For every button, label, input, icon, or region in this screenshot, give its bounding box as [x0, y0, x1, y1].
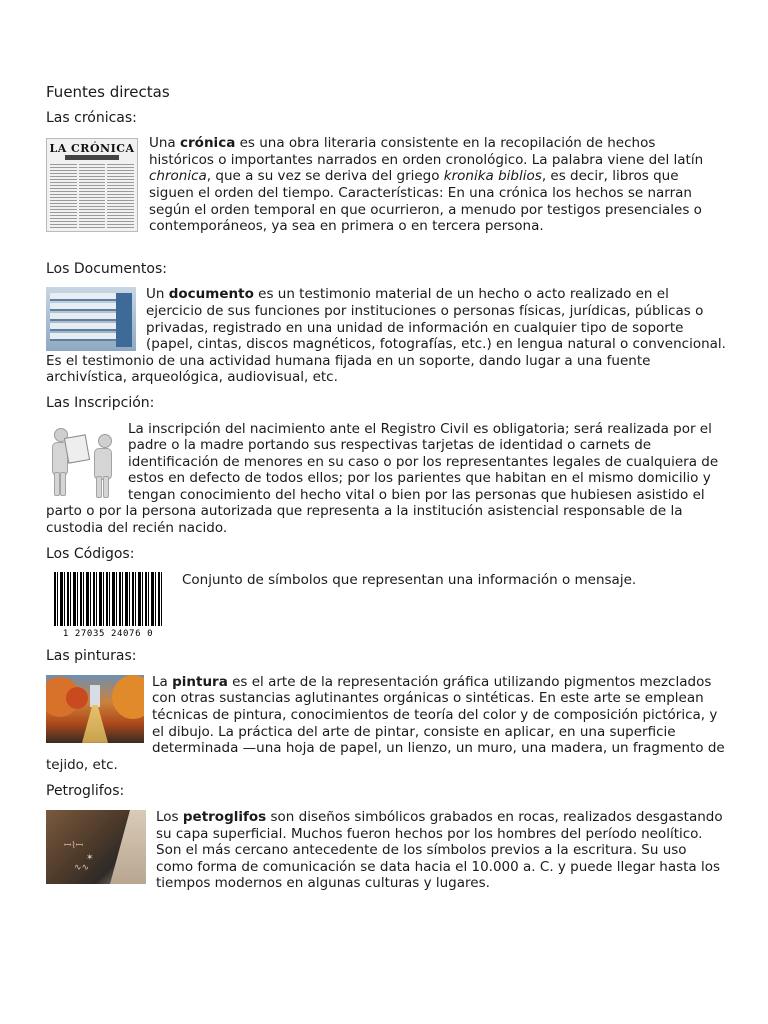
barcode-digits: 1 27035 24076 0 — [62, 629, 154, 640]
section-title-documentos: Los Documentos: — [46, 260, 167, 277]
paragraph-codigos: Conjunto de símbolos que representan una información o mensaje. — [182, 572, 637, 589]
newspaper-image — [46, 138, 138, 232]
section-documentos — [46, 286, 726, 386]
section-title-petroglifos: Petroglifos: — [46, 783, 125, 800]
section-inscripcion — [46, 421, 726, 537]
figures-image — [46, 422, 118, 498]
section-title-codigos: Los Códigos: — [46, 545, 135, 562]
paragraph-cronicas: Una crónica es una obra literaria consistente en la recopilación de hechos históricos o importantes narrados en orden cronológico. La palabra viene del latín chronica, que a su vez se deriva del griego kronika biblios, es decir, libros que siguen el orden del tiempo. Características: En una crónica los hechos se narran según el orden temporal en que ocurrieron, a menudo por testigos presenciales o contemporáneos, ya sea en primera o en tercera persona. — [149, 135, 704, 235]
page-title: Fuentes directas — [46, 83, 170, 101]
paragraph-inscripcion: La inscripción del nacimiento ante el Registro Civil es obligatoria; será realizada por el padre o la madre portando sus respectivas tarjetas de identidad o carnets de identificación de menores en su caso o por los representantes legales de cualquiera de estos en defecto de todos ellos; por los parientes que habitan en el mismo domicilio y tengan conocimiento del hecho vital o bien por las personas que hubiesen asistido el parto o por la persona autorizada que representa a la institución asistencial responsable de la custodia del recién nacido. — [46, 420, 719, 537]
section-pinturas — [46, 674, 726, 774]
petroglyph-image: ꟷ⌇ꟷ ✶ ∿∿ — [46, 810, 146, 884]
documents-image — [46, 287, 136, 351]
barcode-image — [48, 572, 168, 638]
section-title-pinturas: Las pinturas: — [46, 648, 137, 665]
section-cronicas — [46, 135, 726, 235]
section-title-inscripcion: Las Inscripción: — [46, 394, 155, 411]
paragraph-petroglifos: Los petroglifos son diseños simbólicos grabados en rocas, realizados desgastando su capa superficial. Muchos fueron hechos por los hombres del período neolítico. Son el más cercano antecedente de los símbolos previos a la escritura. Su uso como forma de comunicación se data hacia el 10.000 a. C. y puede llegar hasta los tiempos modernos en algunas culturas y lugares. — [156, 809, 723, 892]
painting-image — [46, 675, 144, 743]
section-title-cronicas: Las crónicas: — [46, 109, 137, 126]
document-page — [46, 84, 726, 892]
paragraph-pinturas: La pintura es el arte de la representación gráfica utilizando pigmentos mezclados con otras sustancias aglutinantes orgánicas o sintéticas. En este arte se emplean técnicas de pintura, conocimientos de teoría del color y de composición pictórica, y el dibujo. La práctica del arte de pintar, consiste en aplicar, en una superficie determinada —una hoja de papel, un lienzo, un muro, una madera, un fragmento de tejido, etc. — [46, 673, 725, 773]
section-petroglifos — [46, 809, 726, 892]
paragraph-documentos: Un documento es un testimonio material de un hecho o acto realizado en el ejercicio de sus funciones por instituciones o personas físicas, jurídicas, públicas o privadas, registrado en una unidad de información en cualquier tipo de soporte (papel, cintas, discos magnéticos, fotografías, etc.) en lengua natural o convencional. Es el testimonio de una actividad humana fijada en un soporte, dando lugar a una fuente archivística, arqueológica, audiovisual, etc. — [46, 286, 726, 386]
section-codigos — [46, 571, 726, 638]
newspaper-masthead: LA CRÓNICA — [49, 142, 135, 156]
